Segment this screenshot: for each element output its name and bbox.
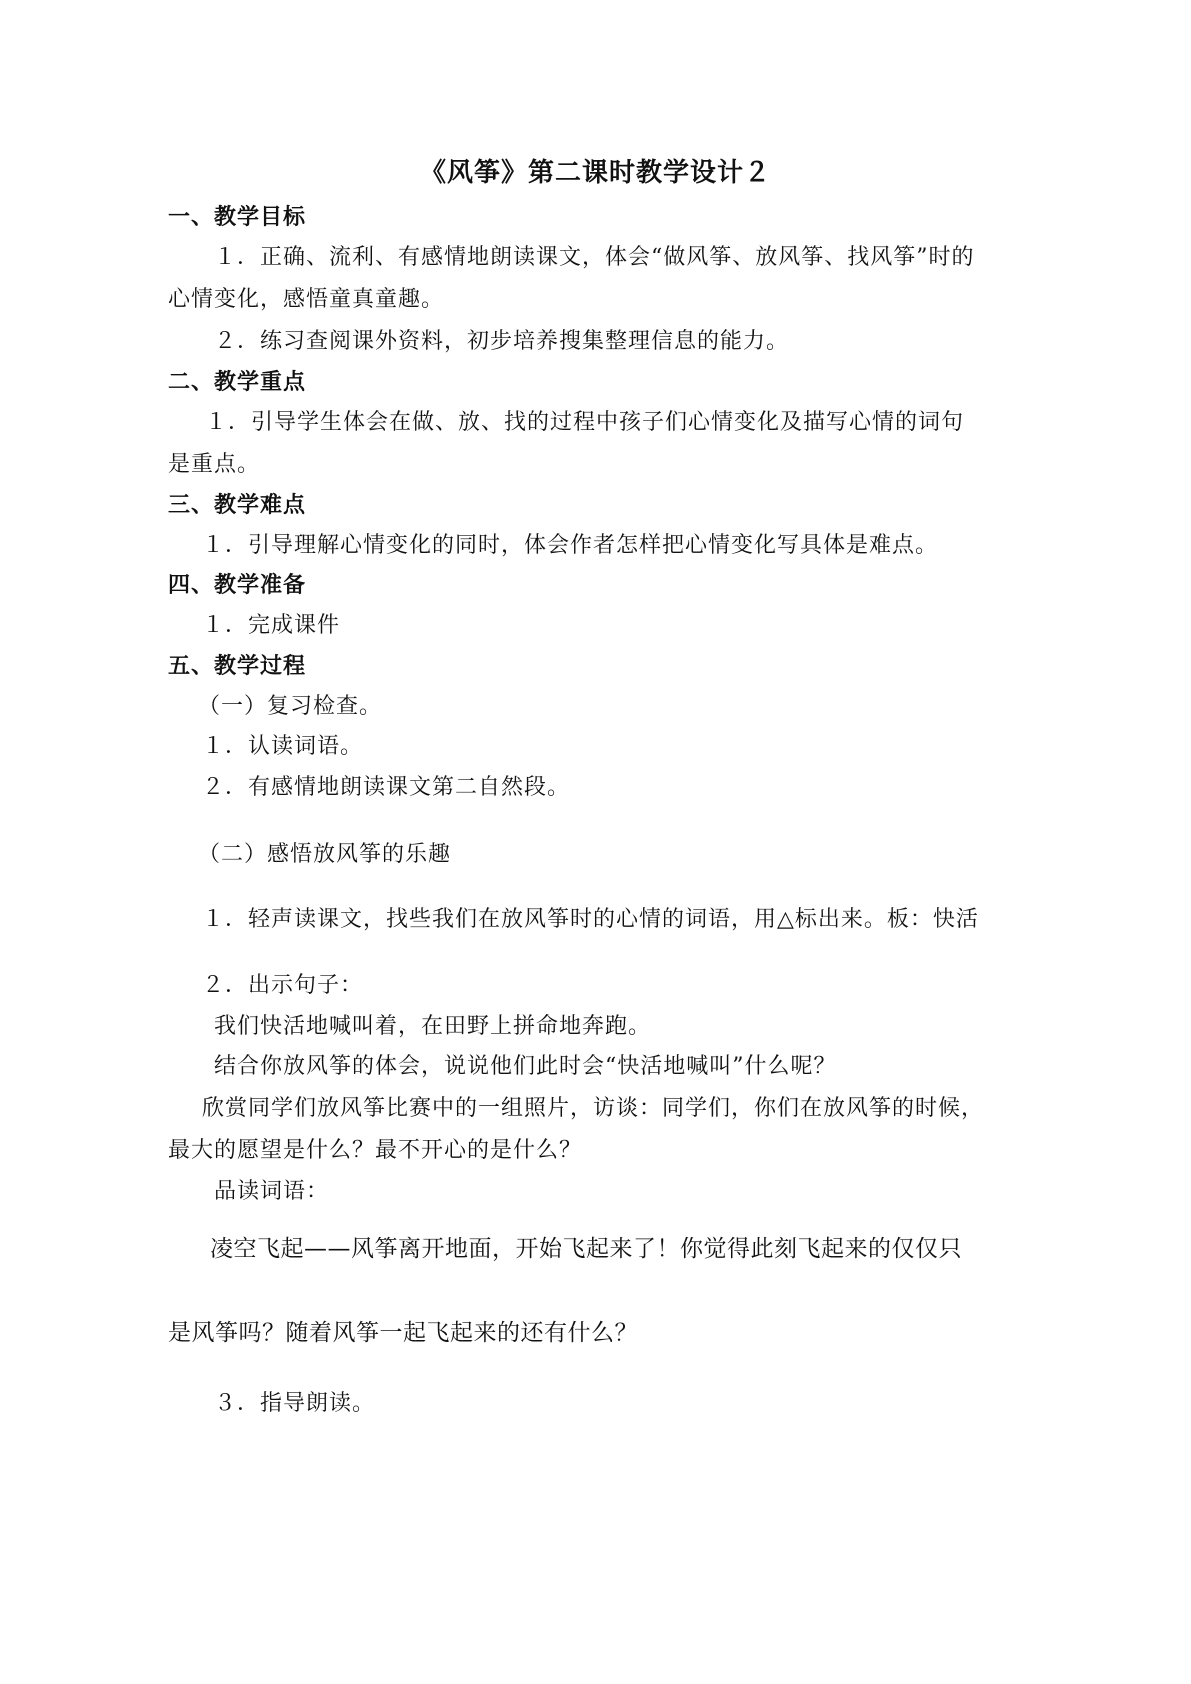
process-part-2-item-1: １．轻声读课文，找些我们在放风筝时的心情的词语，用△标出来。板：快活 xyxy=(202,907,979,932)
phrase-explanation-line-1: 凌空飞起——风筝离开地面，开始飞起来了！你觉得此刻飞起来的仅仅只 xyxy=(210,1236,962,1262)
heading-teaching-goals: 一、教学目标 xyxy=(168,204,307,230)
example-sentence: 我们快活地喊叫着，在田野上拼命地奔跑。 xyxy=(214,1014,652,1039)
heading-preparation: 四、教学准备 xyxy=(168,572,307,598)
word-study-label: 品读词语： xyxy=(214,1179,330,1204)
process-part-1-item-1: １．认读词语。 xyxy=(202,734,364,759)
process-part-2-title: （二）感悟放风筝的乐趣 xyxy=(198,842,452,867)
discussion-prompt-2-line-1: 欣赏同学们放风筝比赛中的一组照片，访谈：同学们，你们在放风筝的时候， xyxy=(202,1096,985,1121)
process-part-1-title: （一）复习检查。 xyxy=(198,694,383,719)
goal-1-line-2: 心情变化，感悟童真童趣。 xyxy=(168,287,445,312)
heading-process: 五、教学过程 xyxy=(168,653,307,679)
discussion-prompt-2-line-2: 最大的愿望是什么？最不开心的是什么？ xyxy=(168,1138,583,1163)
heading-difficulties: 三、教学难点 xyxy=(168,492,307,518)
key-point-1-line-2: 是重点。 xyxy=(168,452,261,477)
discussion-prompt-1: 结合你放风筝的体会，说说他们此时会“快活地喊叫”什么呢？ xyxy=(214,1054,837,1079)
process-part-2-item-2: ２．出示句子： xyxy=(202,973,364,998)
heading-key-points: 二、教学重点 xyxy=(168,369,307,395)
goal-1-line-1: １．正确、流利、有感情地朗读课文，体会“做风筝、放风筝、找风筝”时的 xyxy=(214,245,975,270)
key-point-1-line-1: １．引导学生体会在做、放、找的过程中孩子们心情变化及描写心情的词句 xyxy=(205,410,965,435)
document-title: 《风筝》第二课时教学设计２ xyxy=(419,158,771,188)
process-part-1-item-2: ２．有感情地朗读课文第二自然段。 xyxy=(202,775,571,800)
phrase-explanation-line-2: 是风筝吗？随着风筝一起飞起来的还有什么？ xyxy=(168,1320,638,1346)
process-part-2-item-3: ３．指导朗读。 xyxy=(214,1391,376,1416)
preparation-1: １．完成课件 xyxy=(202,613,341,638)
difficulty-1: １．引导理解心情变化的同时，体会作者怎样把心情变化写具体是难点。 xyxy=(202,533,939,558)
goal-2: ２．练习查阅课外资料，初步培养搜集整理信息的能力。 xyxy=(214,329,790,354)
